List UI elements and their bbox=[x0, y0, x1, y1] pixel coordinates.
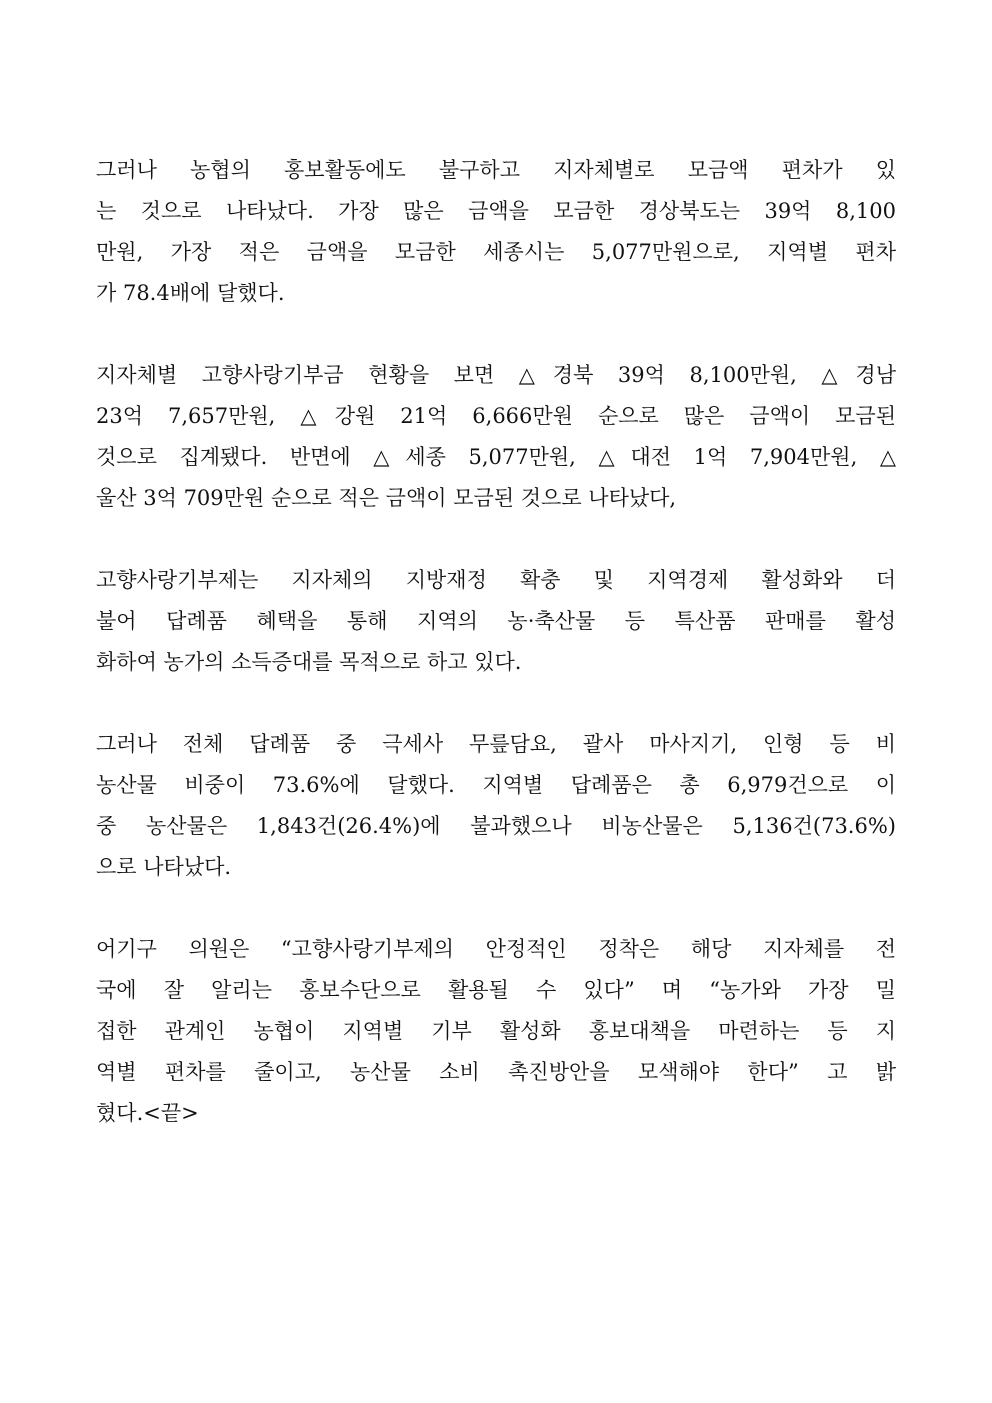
paragraph-1 bbox=[96, 150, 896, 314]
text-line: 가 78.4배에 달했다. bbox=[96, 281, 285, 305]
paragraph-4 bbox=[96, 724, 896, 888]
text-line: 으로 나타났다. bbox=[96, 855, 232, 879]
text-line: 중 농산물은 1,843건(26.4%)에 불과했으나 비농산물은 5,136건(73.6%) bbox=[96, 814, 896, 838]
text-line: 혔다.<끝> bbox=[96, 1101, 199, 1125]
text-line: 지자체별 고향사랑기부금 현황을 보면 △경북 39억 8,100만원, △경남 bbox=[96, 363, 896, 387]
text-line: 는 것으로 나타났다. 가장 많은 금액을 모금한 경상북도는 39억 8,100 bbox=[96, 199, 896, 223]
text-line: 접한 관계인 농협이 지역별 기부 활성화 홍보대책을 마련하는 등 지 bbox=[96, 1019, 896, 1043]
text-line: 23억 7,657만원, △강원 21억 6,666만원 순으로 많은 금액이 모금된 bbox=[96, 404, 896, 428]
text-line: 어기구 의원은 “고향사랑기부제의 안정적인 정착은 해당 지자체를 전 bbox=[96, 937, 896, 961]
document-body bbox=[96, 150, 896, 1175]
paragraph-3 bbox=[96, 560, 896, 683]
text-line: 화하여 농가의 소득증대를 목적으로 하고 있다. bbox=[96, 650, 522, 674]
text-line: 만원, 가장 적은 금액을 모금한 세종시는 5,077만원으로, 지역별 편차 bbox=[96, 240, 896, 264]
text-line: 것으로 집계됐다. 반면에 △세종 5,077만원, △대전 1억 7,904만원, △ bbox=[96, 445, 896, 469]
paragraph-2 bbox=[96, 355, 896, 519]
text-line: 고향사랑기부제는 지자체의 지방재정 확충 및 지역경제 활성화와 더 bbox=[96, 568, 896, 592]
text-line: 그러나 전체 답례품 중 극세사 무릎담요, 괄사 마사지기, 인형 등 비 bbox=[96, 732, 896, 756]
text-line: 농산물 비중이 73.6%에 달했다. 지역별 답례품은 총 6,979건으로 이 bbox=[96, 773, 896, 797]
text-line: 그러나 농협의 홍보활동에도 불구하고 지자체별로 모금액 편차가 있 bbox=[96, 158, 896, 182]
text-line: 울산 3억 709만원 순으로 적은 금액이 모금된 것으로 나타났다, bbox=[96, 486, 677, 510]
paragraph-5 bbox=[96, 929, 896, 1134]
text-line: 역별 편차를 줄이고, 농산물 소비 촉진방안을 모색해야 한다” 고 밝 bbox=[96, 1060, 896, 1084]
text-line: 국에 잘 알리는 홍보수단으로 활용될 수 있다” 며 “농가와 가장 밀 bbox=[96, 978, 896, 1002]
text-line: 불어 답례품 혜택을 통해 지역의 농·축산물 등 특산품 판매를 활성 bbox=[96, 609, 896, 633]
